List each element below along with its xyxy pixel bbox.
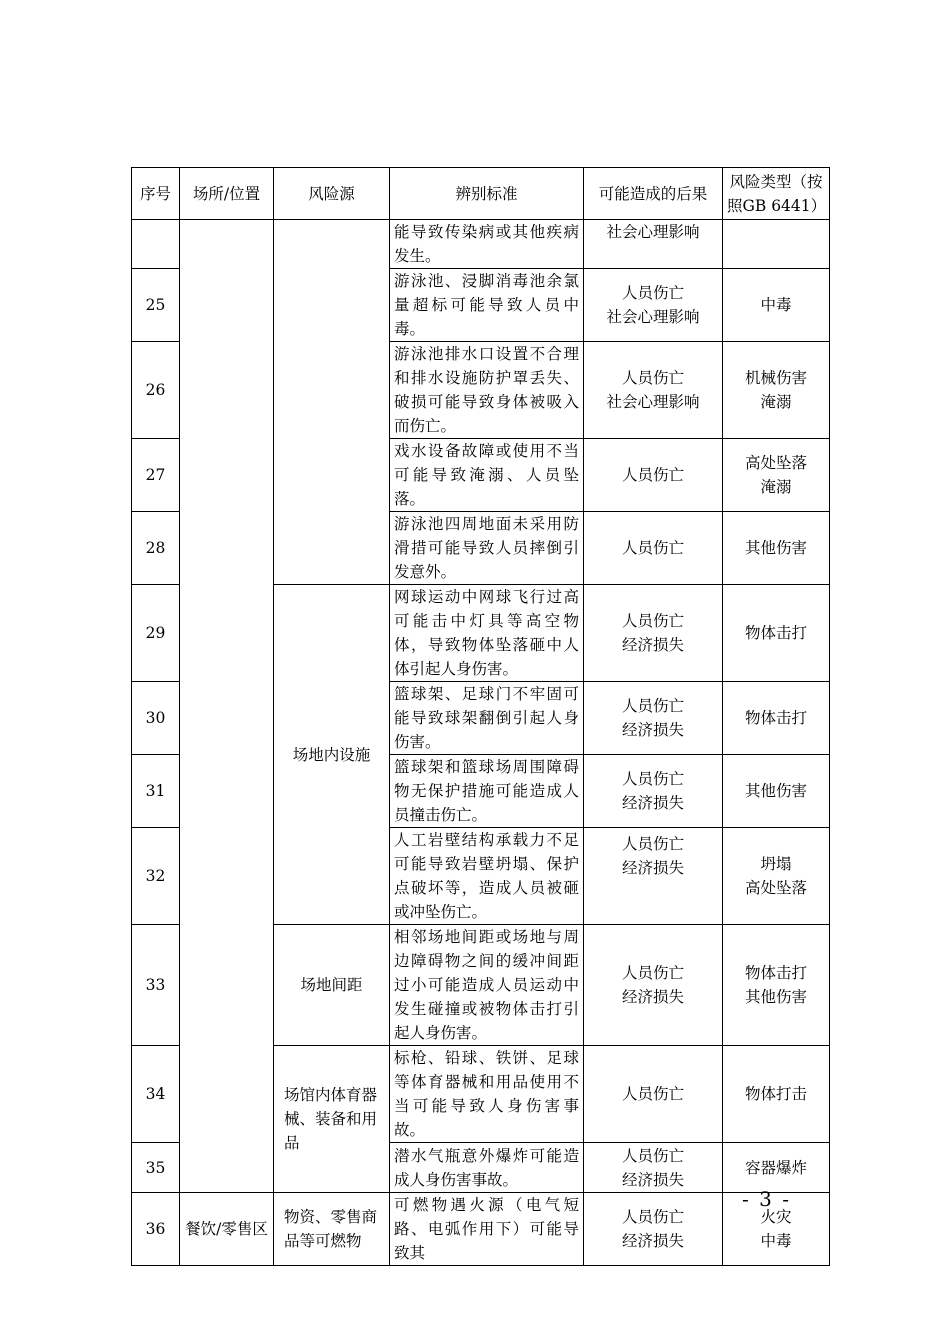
source-facilities: 场地内设施: [274, 585, 390, 925]
source-spacing: 场地间距: [274, 925, 390, 1046]
row-criteria: 可燃物遇火源（电气短路、电弧作用下）可能导致其: [390, 1193, 584, 1266]
risk-table: [131, 167, 830, 1266]
header-location: 场所/位置: [180, 168, 274, 220]
row-type: 物体击打: [723, 585, 830, 682]
header-type: 风险类型（按照GB 6441）: [723, 168, 830, 220]
row-consequence: 人员伤亡 经济损失: [584, 585, 723, 682]
row-criteria: 标枪、铅球、铁饼、足球等体育器械和用品使用不当可能导致人身伤害事故。: [390, 1046, 584, 1143]
row-consequence: 社会心理影响: [584, 220, 723, 269]
row-criteria: 相邻场地间距或场地与周边障碍物之间的缓冲间距过小可能造成人员运动中发生碰撞或被物体击打引起人身伤害。: [390, 925, 584, 1046]
row-consequence: 人员伤亡: [584, 439, 723, 512]
row-consequence: 人员伤亡 经济损失: [584, 1193, 723, 1266]
row-criteria: 戏水设备故障或使用不当可能导致淹溺、人员坠落。: [390, 439, 584, 512]
row-type: 物体打击: [723, 1046, 830, 1143]
header-no: 序号: [132, 168, 180, 220]
row-no: 31: [132, 755, 180, 828]
header-source: 风险源: [274, 168, 390, 220]
row-criteria: 人工岩壁结构承载力不足可能导致岩壁坍塌、保护点破坏等，造成人员被砸或冲坠伤亡。: [390, 828, 584, 925]
table-row: [132, 220, 830, 269]
row-consequence: 人员伤亡: [584, 512, 723, 585]
source-combustibles: 物资、零售商品等可燃物: [274, 1193, 390, 1266]
row-consequence: 人员伤亡: [584, 1046, 723, 1143]
header-consequence: 可能造成的后果: [584, 168, 723, 220]
row-no: 28: [132, 512, 180, 585]
row-consequence: 人员伤亡 经济损失: [584, 828, 723, 925]
row-no: 29: [132, 585, 180, 682]
row-type: [723, 220, 830, 269]
row-criteria: 游泳池四周地面未采用防滑措可能导致人员摔倒引发意外。: [390, 512, 584, 585]
row-type: 机械伤害 淹溺: [723, 342, 830, 439]
row-type: 坍塌 高处坠落: [723, 828, 830, 925]
row-consequence: 人员伤亡 社会心理影响: [584, 342, 723, 439]
row-type: 中毒: [723, 269, 830, 342]
source-cell-empty: [274, 220, 390, 585]
row-consequence: 人员伤亡 经济损失: [584, 1143, 723, 1193]
row-type: 其他伤害: [723, 512, 830, 585]
row-consequence: 人员伤亡 经济损失: [584, 755, 723, 828]
row-consequence: 人员伤亡 社会心理影响: [584, 269, 723, 342]
table-row: [132, 1193, 830, 1266]
row-consequence: 人员伤亡 经济损失: [584, 682, 723, 755]
row-criteria: 游泳池排水口设置不合理和排水设施防护罩丢失、破损可能导致身体被吸入而伤亡。: [390, 342, 584, 439]
row-no: 26: [132, 342, 180, 439]
row-criteria: 篮球架和篮球场周围障碍物无保护措施可能造成人员撞击伤亡。: [390, 755, 584, 828]
row-consequence: 人员伤亡 经济损失: [584, 925, 723, 1046]
row-type: 物体击打 其他伤害: [723, 925, 830, 1046]
row-no: 27: [132, 439, 180, 512]
row-no: 25: [132, 269, 180, 342]
row-type: 容器爆炸: [723, 1143, 830, 1193]
row-no: 36: [132, 1193, 180, 1266]
row-criteria: 游泳池、浸脚消毒池余氯量超标可能导致人员中毒。: [390, 269, 584, 342]
row-type: 火灾 中毒: [723, 1193, 830, 1266]
row-criteria: 篮球架、足球门不牢固可能导致球架翻倒引起人身伤害。: [390, 682, 584, 755]
row-type: 物体击打: [723, 682, 830, 755]
row-no: 32: [132, 828, 180, 925]
location-cell-empty: [180, 220, 274, 1193]
header-criteria: 辨别标准: [390, 168, 584, 220]
row-no: 33: [132, 925, 180, 1046]
source-equipment: 场馆内体育器械、装备和用品: [274, 1046, 390, 1193]
location-catering: 餐饮/零售区: [180, 1193, 274, 1266]
row-type: 高处坠落 淹溺: [723, 439, 830, 512]
page-number: - 3 -: [742, 1187, 791, 1211]
row-no: 34: [132, 1046, 180, 1143]
row-no: [132, 220, 180, 269]
row-criteria: 能导致传染病或其他疾病发生。: [390, 220, 584, 269]
row-type: 其他伤害: [723, 755, 830, 828]
row-no: 30: [132, 682, 180, 755]
row-no: 35: [132, 1143, 180, 1193]
row-criteria: 网球运动中网球飞行过高可能击中灯具等高空物体，导致物体坠落砸中人体引起人身伤害。: [390, 585, 584, 682]
table-header-row: [132, 168, 830, 220]
row-criteria: 潜水气瓶意外爆炸可能造成人身伤害事故。: [390, 1143, 584, 1193]
